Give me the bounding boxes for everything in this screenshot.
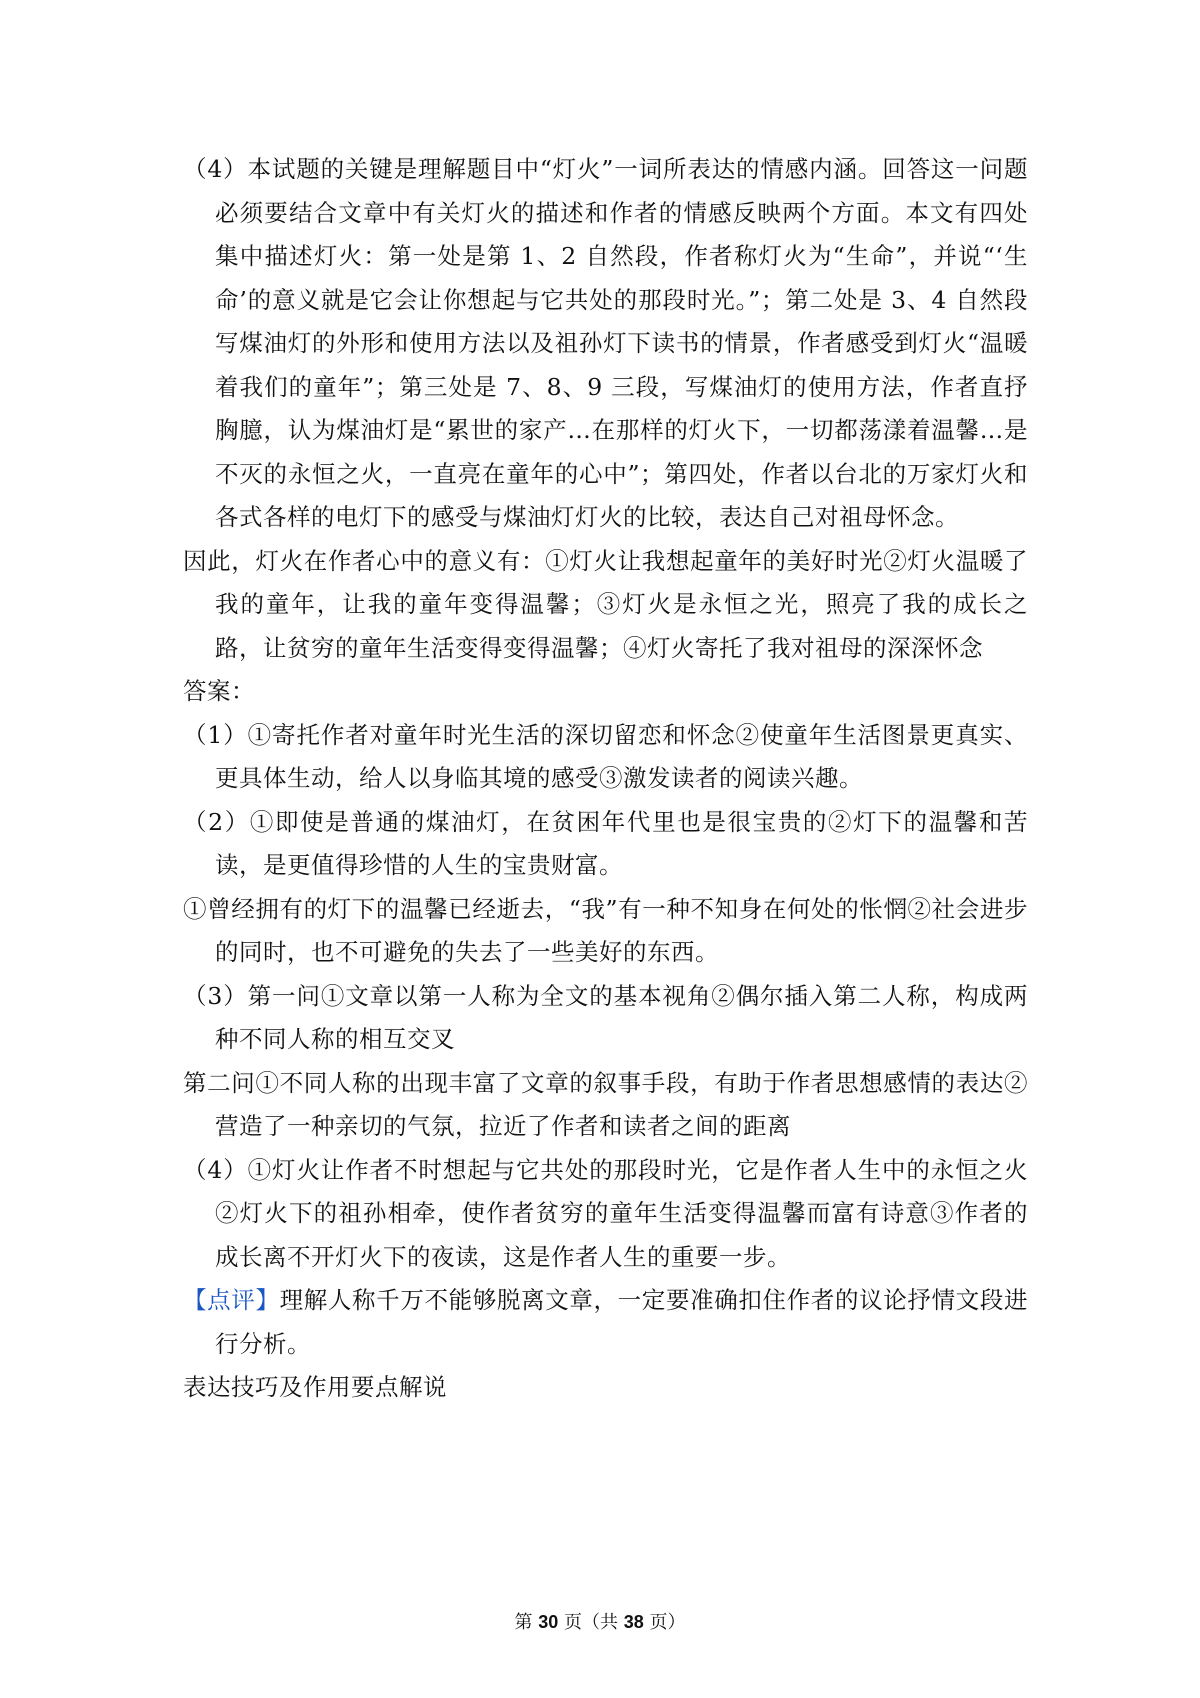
analysis-paragraph-4: （4）本试题的关键是理解题目中“灯火”一词所表达的情感内涵。回答这一问题必须要结合文章中有关灯火的描述和作者的情感反映两个方面。本文有四处集中描述灯火：第一处是第 1、2 自然段，作者称灯火为“生命”，并说“‘生命’的意义就是它会让你想起与它共处的那段时光。”；第二处是 3、4 自然段写煤油灯的外形和使用方法以及祖孙灯下读书的情景，作者感受到灯火“温暖着我们的童年”；第三处是 7、8、9 三段，写煤油灯的使用方法，作者直抒胸臆，认为煤油灯是“累世的家产…在那样的灯火下，一切都荡漾着温馨…是不灭的永恒之火，一直亮在童年的心中”；第四处，作者以台北的万家灯火和各式各样的电灯下的感受与煤油灯灯火的比较，表达自己对祖母怀念。 — [183, 155, 1028, 531]
meaning-summary-paragraph: 因此，灯火在作者心中的意义有：①灯火让我想起童年的美好时光②灯火温暖了我的童年，让我的童年变得温馨；③灯火是永恒之光，照亮了我的成长之路，让贫穷的童年生活变得变得温馨；④灯火寄托了我对祖母的深深怀念 — [183, 546, 1028, 662]
final-line: 表达技巧及作用要点解说 — [183, 1373, 447, 1401]
footer-middle: 页（共 — [558, 1612, 624, 1633]
answer-2: （2）①即使是普通的煤油灯，在贫困年代里也是很宝贵的②灯下的温馨和苦读，是更值得珍惜的人生的宝贵财富。 — [183, 807, 1028, 879]
answer-4: （4）①灯火让作者不时想起与它共处的那段时光，它是作者人生中的永恒之火②灯火下的祖孙相牵，使作者贫穷的童年生活变得温馨而富有诗意③作者的成长离不开灯火下的夜读，这是作者人生的重要一步。 — [183, 1155, 1028, 1271]
footer-prefix: 第 — [514, 1612, 539, 1633]
answer-2-continued: ①曾经拥有的灯下的温馨已经逝去，“我”有一种不知身在何处的怅惘②社会进步的同时，也不可避免的失去了一些美好的东西。 — [183, 894, 1028, 966]
answer-1: （1）①寄托作者对童年时光生活的深切留恋和怀念②使童年生活图景更真实、更具体生动，给人以身临其境的感受③激发读者的阅读兴趣。 — [183, 720, 1028, 792]
answer-3-second-question: 第二问①不同人称的出现丰富了文章的叙事手段，有助于作者思想感情的表达②营造了一种亲切的气氛，拉近了作者和读者之间的距离 — [183, 1068, 1028, 1140]
total-pages: 38 — [623, 1612, 644, 1632]
comment-tag: 【点评】 — [183, 1286, 280, 1314]
comment-text: 理解人称千万不能够脱离文章，一定要准确扣住作者的议论抒情文段进行分析。 — [215, 1286, 1029, 1358]
document-body — [183, 148, 1028, 1410]
answer-3-first-question: （3）第一问①文章以第一人称为全文的基本视角②偶尔插入第二人称，构成两种不同人称的相互交叉 — [183, 981, 1028, 1053]
current-page-number: 30 — [538, 1612, 559, 1632]
footer-suffix: 页） — [643, 1612, 686, 1633]
comment-paragraph — [183, 1279, 1028, 1366]
page-footer — [0, 1608, 1200, 1634]
answer-heading: 答案： — [183, 677, 255, 705]
